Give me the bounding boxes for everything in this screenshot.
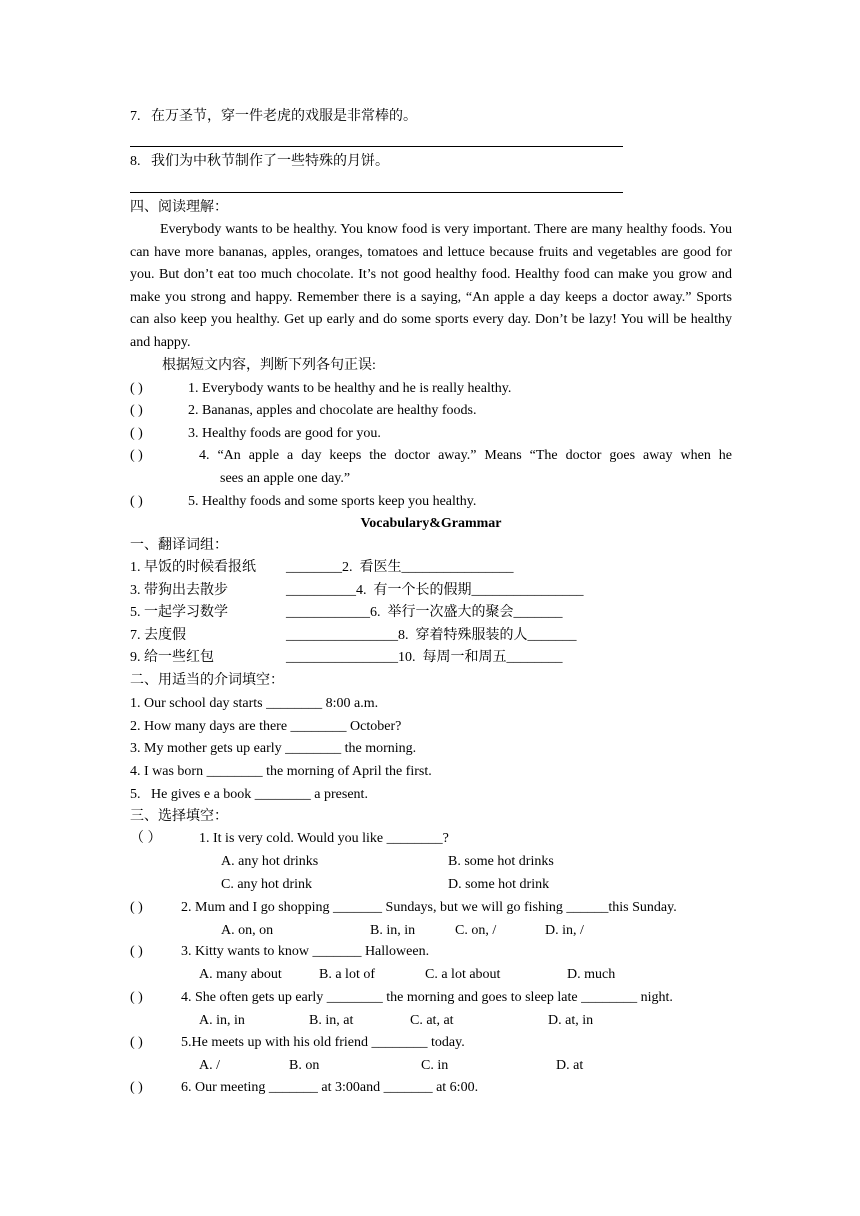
answer-blank[interactable]: ( ) (130, 990, 143, 1005)
answer-blank[interactable]: ( ) (130, 900, 143, 915)
item-number: 8. (130, 154, 141, 169)
question-3: 3. Kitty wants to know _______ Halloween. (181, 944, 430, 959)
option-c: C. any hot drink (221, 877, 312, 892)
option-d: D. in, / (545, 923, 584, 938)
question-1: 1. It is very cold. Would you like ________? (199, 831, 449, 846)
option-a: A. any hot drinks (221, 854, 319, 869)
answer-blank[interactable]: ( ) (130, 944, 143, 959)
question-2: 2. Mum and I go shopping _______ Sundays, but we will go fishing ______this Sunday. (181, 900, 677, 915)
option-b: B. on (289, 1058, 320, 1073)
phrase-right: ________2. 看医生________________ (286, 560, 514, 575)
phrase-left: 1. 早饭的时候看报纸 (130, 560, 256, 575)
phrase-right: ________________8. 穿着特殊服装的人_______ (286, 628, 577, 643)
phrases-heading: 一、翻译词组： (130, 538, 228, 553)
phrase-left: 3. 带狗出去散步 (130, 583, 228, 598)
tf-item-2: 2. Bananas, apples and chocolate are healthy foods. (188, 403, 477, 418)
option-c: C. a lot about (425, 967, 501, 982)
question-6: 6. Our meeting _______ at 3:00and _______ at 6:00. (181, 1080, 479, 1095)
option-c: C. in (421, 1058, 449, 1073)
option-d: D. much (567, 967, 616, 982)
option-c: C. on, / (455, 923, 497, 938)
section-title: Vocabulary&Grammar (360, 516, 502, 531)
answer-blank[interactable]: ( ) (130, 1035, 143, 1050)
phrase-left: 9. 给一些红包 (130, 650, 214, 665)
option-b: B. a lot of (319, 967, 375, 982)
answer-blank[interactable]: ( ) (130, 494, 143, 509)
answer-blank[interactable]: ( ) (130, 1080, 143, 1095)
answer-blank[interactable]: ( ) (130, 426, 143, 441)
item-number: 7. (130, 109, 141, 124)
question-4: 4. She often gets up early ________ the morning and goes to sleep late ________ night. (181, 990, 673, 1005)
translate-item-7 (130, 107, 417, 127)
choice-heading: 三、选择填空： (130, 809, 228, 824)
option-d: D. some hot drink (448, 877, 550, 892)
reading-heading: 四、阅读理解： (130, 200, 228, 215)
item-text: 我们为中秋节制作了一些特殊的月饼。 (151, 154, 389, 169)
phrase-left: 5. 一起学习数学 (130, 605, 228, 620)
tf-item-4-continued: sees an apple one day.” (220, 471, 351, 486)
option-a: A. on, on (221, 923, 274, 938)
prepositions-heading: 二、用适当的介词填空： (130, 673, 284, 688)
phrase-right: ____________6. 举行一次盛大的聚会_______ (286, 605, 563, 620)
tf-item-3: 3. Healthy foods are good for you. (188, 426, 381, 441)
option-c: C. at, at (410, 1013, 454, 1028)
phrase-right: __________4. 有一个长的假期________________ (286, 583, 584, 598)
option-a: A. many about (199, 967, 282, 982)
translate-item-8 (130, 152, 389, 172)
prep-item-5: 5. He gives e a book ________ a present. (130, 787, 368, 802)
option-d: D. at, in (548, 1013, 594, 1028)
prep-item-1: 1. Our school day starts ________ 8:00 a.m. (130, 696, 379, 711)
option-b: B. some hot drinks (448, 854, 554, 869)
reading-passage: Everybody wants to be healthy. You know food is very important. There are many healthy foods. You can have more bananas, apples, oranges, tomatoes and lettuce because fruits and vegetables are good for you. But don’t eat too much chocolate. It’s not good healthy food. Healthy food can make you grow and make you strong and happy. Remember there is a saying, “An apple a day keeps a doctor away.” Sports can also keep you healthy. Get up early and do some sports every day. Don’t be lazy! You will be healthy and happy. (130, 222, 732, 350)
option-d: D. at (556, 1058, 584, 1073)
tf-item-1: 1. Everybody wants to be healthy and he is really healthy. (188, 381, 512, 396)
option-b: B. in, at (309, 1013, 354, 1028)
answer-line (130, 192, 623, 193)
phrase-right: ________________10. 每周一和周五________ (286, 650, 563, 665)
prep-item-4: 4. I was born ________ the morning of April the first. (130, 764, 432, 779)
reading-instruction: 根据短文内容，判断下列各句正误: (162, 358, 376, 373)
answer-blank[interactable]: ( ) (130, 381, 143, 396)
option-a: A. / (199, 1058, 220, 1073)
option-b: B. in, in (370, 923, 416, 938)
answer-blank[interactable]: ( ) (130, 403, 143, 418)
answer-blank[interactable]: （ ） (130, 831, 162, 846)
question-5: 5.He meets up with his old friend ________ today. (181, 1035, 465, 1050)
phrase-left: 7. 去度假 (130, 628, 186, 643)
prep-item-2: 2. How many days are there ________ October? (130, 719, 402, 734)
tf-item-4: 4. “An apple a day keeps the doctor away.” Means “The doctor goes away when he (199, 448, 732, 463)
option-a: A. in, in (199, 1013, 245, 1028)
answer-blank[interactable]: ( ) (130, 448, 143, 463)
tf-item-5: 5. Healthy foods and some sports keep you healthy. (188, 494, 477, 509)
prep-item-3: 3. My mother gets up early ________ the morning. (130, 741, 417, 756)
item-text: 在万圣节，穿一件老虎的戏服是非常棒的。 (151, 109, 417, 124)
answer-line (130, 146, 623, 147)
